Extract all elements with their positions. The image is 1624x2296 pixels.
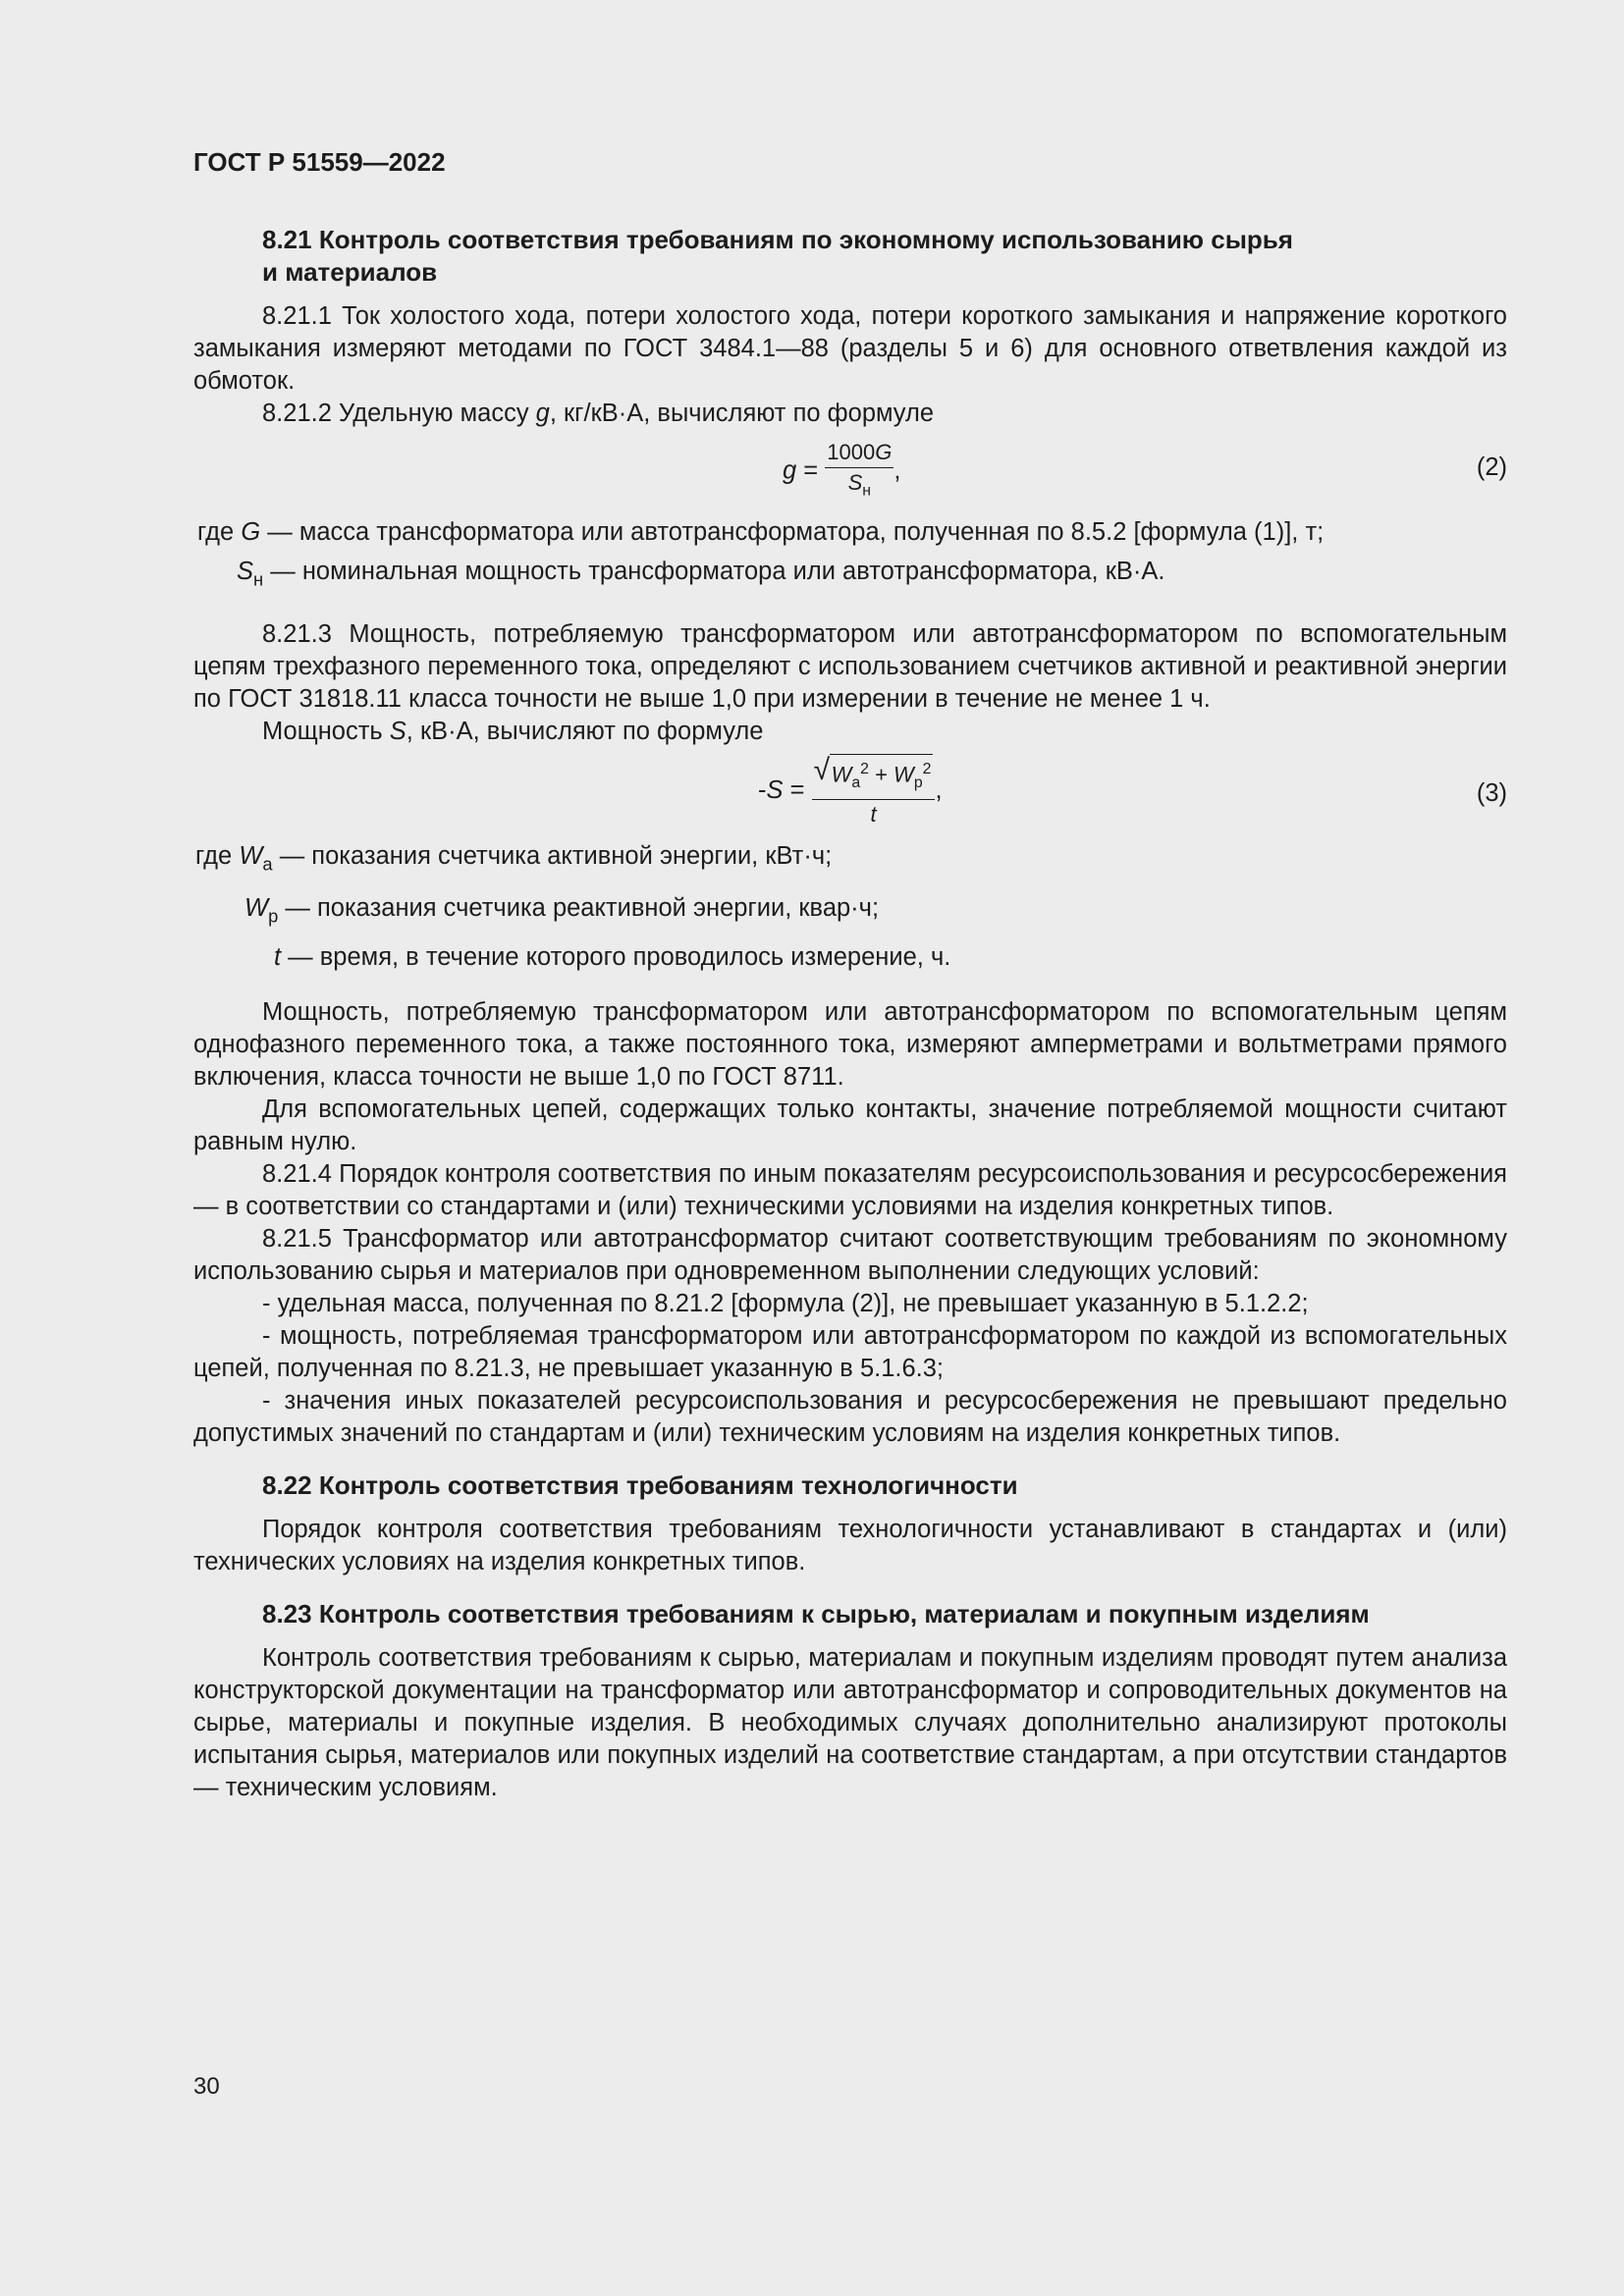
section-8-23-title: 8.23 Контроль соответствия требованиям к сырью, материалам и покупным изделиям	[262, 1599, 1370, 1629]
formula-2: g = $\frac{1000G}{S_н}$ , (2)	[193, 430, 1507, 512]
section-8-22-title: 8.22 Контроль соответствия требованиям технологичности	[262, 1470, 1018, 1501]
section-8-21-title-line1: 8.21 Контроль соответствия требованиям по экономному использованию сырья	[262, 225, 1293, 254]
paragraph-8-21-1: 8.21.1 Ток холостого хода, потери холостого хода, потери короткого замыкания и напряжение короткого замыкания измеряют методами по ГОСТ 3484.1—88 (разделы 5 и 6) для основного ответвления каждой из обмоток.	[193, 302, 1507, 395]
formula-2-fraction: $\frac{1000G}{S_н}$	[827, 440, 893, 500]
list-item: - значения иных показателей ресурсоиспользования и ресурсосбережения не превышают предельно допустимых значений по стандартам и (или) техническим условиям на изделия конкретных типов.	[193, 1387, 1507, 1448]
formula-2-number: (2)	[1476, 454, 1507, 481]
list-item: - удельная масса, полученная по 8.21.2 [формула (2)], не превышает указанную в 5.1.2.2;	[262, 1290, 1309, 1318]
paragraph-8-21-3: 8.21.3 Мощность, потребляемую трансформатором или автотрансформатором по вспомогательным цепям трехфазного переменного тока, определяют с использованием счетчиков активной и реактивной энергии по ГОСТ 31818.11 класса точности не выше 1,0 при измерении в течение не менее 1 ч.	[193, 620, 1507, 714]
paragraph-8-21-4: 8.21.4 Порядок контроля соответствия по иным показателям ресурсоиспользования и ресурсосбережения — в соответствии со стандартами и (или) техническими условиями на изделия конкретных типов.	[193, 1160, 1507, 1221]
formula-3: -S = √ $W_a^2 + W_р^2$ t , (3)	[193, 748, 1507, 836]
formula-2-lhs: g	[783, 456, 797, 485]
page-number: 30	[193, 2073, 220, 2100]
where-2-item-1: где G — масса трансформатора или автотрансформатора, полученная по 8.5.2 [формула (1)], т;	[197, 518, 1325, 546]
page-content	[193, 224, 1507, 1804]
paragraph-8-22: Порядок контроля соответствия требованиям технологичности устанавливают в стандартах и (или) технических условиях на изделия конкретных типов.	[193, 1516, 1507, 1576]
formula-3-number: (3)	[1476, 779, 1507, 808]
paragraph-contact-circuits: Для вспомогательных цепей, содержащих только контакты, значение потребляемой мощности считают равным нулю.	[193, 1095, 1507, 1156]
where-2-item-2: $S_н$ — номинальная мощность трансформатора или автотрансформатора, кВ·А.	[237, 558, 1165, 590]
section-8-21-title-line2: и материалов	[262, 257, 438, 287]
where-3-item-3: t — время, в течение которого проводилось измерение, ч.	[274, 943, 951, 972]
where-3-item-1: где $W_a$ — показания счетчика активной энергии, кВт·ч;	[195, 842, 833, 875]
paragraph-8-23: Контроль соответствия требованиям к сырью, материалам и покупным изделиям проводят путем анализа конструкторской документации на трансформатор или автотрансформатор и сопроводительных документов на сырье, материалы и покупные изделия. В необходимых случаях дополнительно анализируют протоколы испытания сырья, материалов или покупных изделий на соответствие стандартам, а при отсутствии стандартов — техническим условиям.	[193, 1644, 1507, 1802]
formula-3-lhs: S	[766, 776, 784, 805]
formula-3-fraction: √ $W_a^2 + W_р^2$ t	[812, 754, 936, 828]
document-code-header: ГОСТ Р 51559—2022	[193, 147, 446, 177]
square-root-sign: √ $W_a^2 + W_р^2$	[814, 754, 934, 798]
where-3-item-2: $W_р$ — показания счетчика реактивной энергии, квар·ч;	[244, 893, 880, 927]
paragraph-single-phase-power: Мощность, потребляемую трансформатором или автотрансформатором по вспомогательным цепям однофазного переменного тока, а также постоянного тока, измеряют амперметрами и вольтметрами прямого включения, класса точности не выше 1,0 по ГОСТ 8711.	[193, 998, 1507, 1092]
paragraph-8-21-2: 8.21.2 Удельную массу g, кг/кВ·А, вычисляют по формуле	[262, 400, 935, 427]
paragraph-power-formula-intro: Мощность S, кВ·А, вычисляют по формуле	[262, 718, 764, 746]
paragraph-8-21-5: 8.21.5 Трансформатор или автотрансформатор считают соответствующим требованиям по экономному использованию сырья и материалов при одновременном выполнении следующих условий:	[193, 1225, 1507, 1286]
list-item: - мощность, потребляемая трансформатором или автотрансформатором по каждой из вспомогательных цепей, полученная по 8.21.3, не превышает указанную в 5.1.6.3;	[193, 1322, 1507, 1383]
